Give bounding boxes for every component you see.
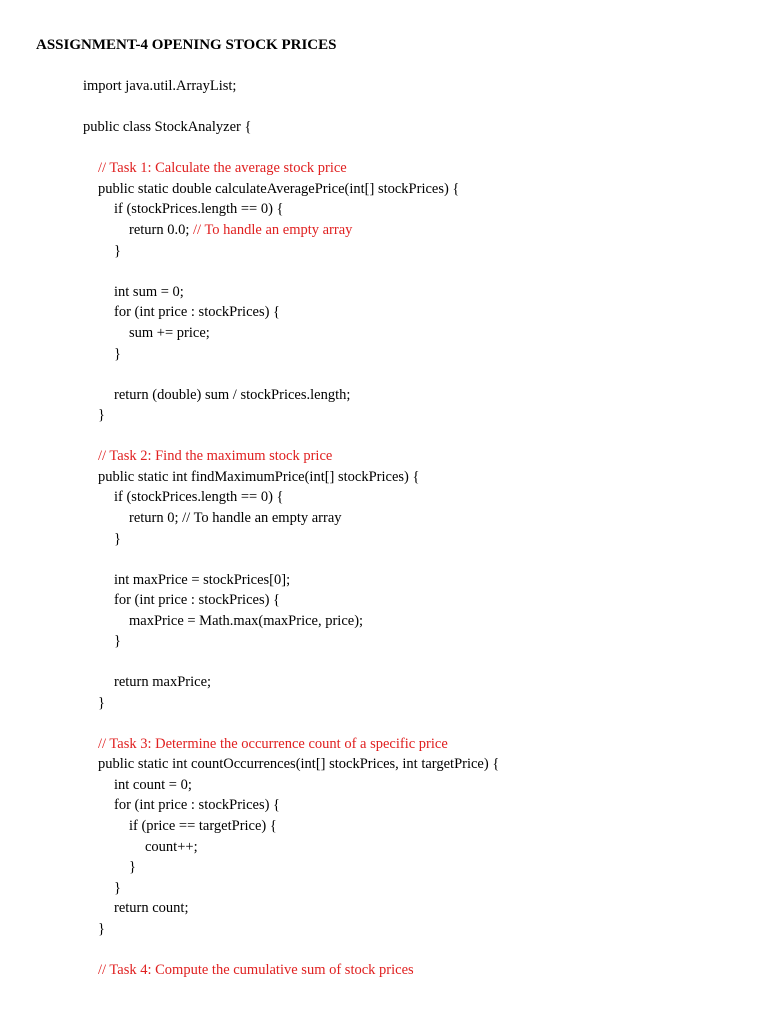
inline-comment: // To handle an empty array	[193, 222, 353, 238]
code-line: for (int price : stockPrices) {	[114, 592, 281, 608]
code-line: int maxPrice = stockPrices[0];	[114, 572, 291, 588]
code-line-class-decl: public class StockAnalyzer {	[83, 119, 252, 135]
code-line: public static double calculateAveragePrice(int[] stockPrices) {	[98, 181, 460, 197]
code-line	[129, 222, 352, 239]
code-line: public static int countOccurrences(int[] stockPrices, int targetPrice) {	[98, 756, 500, 772]
code-line: return (double) sum / stockPrices.length;	[114, 387, 351, 403]
code-line: }	[114, 880, 121, 896]
code-text: return 0.0;	[129, 222, 194, 238]
code-line: }	[129, 859, 136, 875]
code-line: return count;	[114, 900, 189, 916]
code-line: if (stockPrices.length == 0) {	[114, 489, 284, 505]
code-line: if (price == targetPrice) {	[129, 818, 277, 834]
code-line: sum += price;	[129, 325, 210, 341]
code-line: count++;	[145, 839, 198, 855]
code-line: }	[114, 531, 121, 547]
code-line: }	[98, 695, 105, 711]
comment-task-3: // Task 3: Determine the occurrence count of a specific price	[98, 736, 448, 752]
code-line: }	[114, 346, 121, 362]
comment-task-2: // Task 2: Find the maximum stock price	[98, 448, 333, 464]
code-line: }	[98, 921, 105, 937]
code-line: for (int price : stockPrices) {	[114, 797, 281, 813]
code-line: }	[114, 633, 121, 649]
code-line: public static int findMaximumPrice(int[] stockPrices) {	[98, 469, 420, 485]
code-line-import: import java.util.ArrayList;	[83, 78, 237, 94]
code-line: return 0; // To handle an empty array	[129, 510, 342, 526]
code-line: }	[98, 407, 105, 423]
code-line: int sum = 0;	[114, 284, 184, 300]
code-line: return maxPrice;	[114, 674, 212, 690]
code-line: if (stockPrices.length == 0) {	[114, 201, 284, 217]
comment-task-4: // Task 4: Compute the cumulative sum of stock prices	[98, 962, 414, 978]
code-line: int count = 0;	[114, 777, 192, 793]
code-line: for (int price : stockPrices) {	[114, 304, 281, 320]
document-title: ASSIGNMENT-4 OPENING STOCK PRICES	[36, 37, 337, 53]
code-line: }	[114, 243, 121, 259]
comment-task-1: // Task 1: Calculate the average stock price	[98, 160, 347, 176]
code-line: maxPrice = Math.max(maxPrice, price);	[129, 613, 364, 629]
